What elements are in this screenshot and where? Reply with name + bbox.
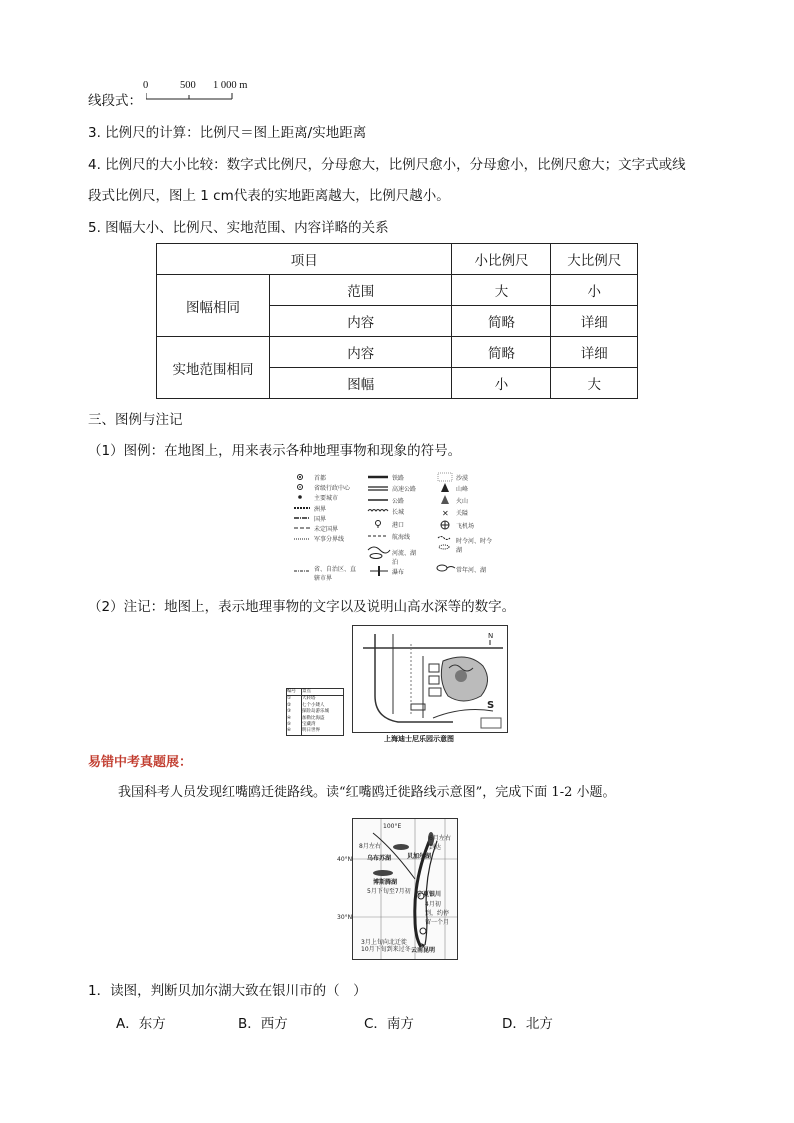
- table-cell: 范围: [270, 275, 452, 306]
- table-cell: 图幅: [270, 368, 452, 399]
- legend-label: 未定国界: [314, 526, 339, 533]
- table-cell: 内容: [270, 306, 452, 337]
- map-label-lat: 40°N: [337, 856, 353, 863]
- table-row: [157, 275, 638, 306]
- table-cell: 详细: [551, 306, 638, 337]
- table-cell: 小: [551, 275, 638, 306]
- legend-label: 港口: [392, 522, 405, 529]
- table-row: ⑤ 宝藏湾: [287, 722, 316, 728]
- legend-label: 时令河、时令湖: [456, 538, 493, 554]
- legend-label: 火山: [456, 498, 469, 505]
- table-cell: 简略: [452, 306, 551, 337]
- disney-caption: 上海迪士尼乐园示意图: [384, 735, 454, 743]
- table-cell: 小: [452, 368, 551, 399]
- legend-label: 沙漠: [456, 475, 469, 482]
- table-row: ③ 探险岛游乐城: [287, 709, 329, 715]
- map-label-lat: 30°N: [337, 914, 353, 921]
- legend-label: 主要城市: [314, 495, 339, 502]
- table-cell: 大: [551, 368, 638, 399]
- legend-label: 省、自治区、直辖市界: [314, 566, 357, 582]
- table-cell: 大: [452, 275, 551, 306]
- exam-heading: 易错中考真题展：: [88, 755, 193, 770]
- disney-map: [352, 625, 508, 733]
- scale-prefix: 线段式：: [88, 93, 142, 109]
- disney-table-cell: 宝藏湾: [302, 722, 316, 728]
- map-label: 5月下旬至7月初: [367, 888, 411, 895]
- migration-map: [337, 818, 458, 960]
- map-label: 乌布苏湖: [367, 855, 392, 862]
- legend-label: 关隘: [456, 510, 469, 517]
- legend-label: 瀑布: [392, 569, 405, 576]
- scale-bar: [143, 80, 256, 104]
- legend-label: 河流、湖泊: [392, 550, 417, 566]
- disney-table-cell: 七个小矮人: [302, 702, 325, 708]
- header-small-scale: 小比例尺: [452, 244, 551, 275]
- option-c[interactable]: C．南方: [364, 1016, 414, 1032]
- legend-label: 高速公路: [392, 486, 417, 493]
- map-label-lon: 100°E: [383, 823, 402, 830]
- svg-text:S: S: [487, 700, 495, 711]
- legend-label: 常年河、湖: [456, 567, 487, 574]
- table-row: ① 大转塔: [287, 696, 316, 702]
- header-item: 项目: [157, 244, 452, 275]
- legend-label: 首都: [314, 475, 327, 482]
- map-label: 8月左右: [359, 843, 381, 850]
- legend-label: 长城: [392, 509, 405, 516]
- disney-table-header-cell: 编号: [287, 689, 302, 695]
- legend-label: 省级行政中心: [314, 485, 351, 492]
- point-4-line1: 4. 比例尺的大小比较：数字式比例尺，分母愈大，比例尺愈小，分母愈小，比例尺愈大；文字式或线: [88, 157, 686, 173]
- legend-label: 公路: [392, 498, 405, 505]
- map-label: 6月左右到达: [429, 835, 451, 851]
- group-label: 图幅相同: [157, 275, 270, 337]
- scale-tick-500: 500: [180, 80, 196, 91]
- scale-tick-0: 0: [143, 80, 149, 91]
- group-label: 实地范围相同: [157, 337, 270, 399]
- table-cell: 详细: [551, 337, 638, 368]
- table-row: ② 七个小矮人: [287, 702, 325, 708]
- legend-label: 铁路: [392, 475, 405, 482]
- option-a[interactable]: A．东方: [116, 1016, 166, 1032]
- table-row: [157, 337, 638, 368]
- legend-label: 军事分界线: [314, 536, 345, 543]
- map-label: 10月下旬到来过冬: [361, 946, 411, 953]
- disney-table-cell: 大转塔: [302, 696, 316, 702]
- question-1-stem: 1．读图，判断贝加尔湖大致在银川市的（ ）: [88, 983, 367, 999]
- map-label: 云南昆明: [411, 947, 436, 954]
- disney-table-cell: 明日世界: [302, 728, 320, 734]
- legend-label: 航海线: [392, 534, 411, 541]
- table-header-row: [157, 244, 638, 275]
- point-4-line2: 段式比例尺，图上 1 cm代表的实地距离越大，比例尺越小。: [88, 188, 450, 204]
- table-cell: 简略: [452, 337, 551, 368]
- legend-definition: （1）图例：在地图上，用来表示各种地理事物和现象的符号。: [88, 443, 462, 459]
- option-b[interactable]: B．西方: [238, 1016, 288, 1032]
- table-row: ⑥ 明日世界: [287, 728, 320, 734]
- map-label: 4月初到，约停留一个月: [425, 901, 450, 926]
- disney-table-header-cell: 景点: [302, 689, 311, 694]
- table-row: ④ 加勒比海盗: [287, 715, 325, 721]
- disney-table-cell: 探险岛游乐城: [302, 709, 329, 715]
- disney-table-cell: 加勒比海盗: [302, 715, 325, 721]
- legend-label: 洲界: [314, 506, 327, 513]
- table-cell: 内容: [270, 337, 452, 368]
- map-label: 贝加尔湖: [407, 853, 432, 860]
- disney-legend-table: [286, 688, 344, 736]
- option-d[interactable]: D．北方: [502, 1016, 553, 1032]
- svg-text:✕: ✕: [442, 509, 449, 518]
- scale-tick-1000: 1 000 m: [213, 80, 248, 91]
- map-label: 3月上旬向北迁徙: [361, 939, 407, 946]
- exam-intro: 我国科考人员发现红嘴鸥迁徙路线。读“红嘴鸥迁徙路线示意图”，完成下面 1-2 小题。: [118, 785, 616, 800]
- legend-label: 山峰: [456, 486, 469, 493]
- legend-label: 飞机场: [456, 523, 475, 530]
- disney-map-graphic: [353, 626, 507, 732]
- header-large-scale: 大比例尺: [551, 244, 638, 275]
- section-3-heading: 三、图例与注记: [88, 412, 183, 428]
- scale-comparison-table: [156, 243, 638, 399]
- legend-label: 国界: [314, 516, 327, 523]
- point-3: 3. 比例尺的计算：比例尺＝图上距离/实地距离: [88, 125, 367, 141]
- map-label: 宁夏银川: [417, 891, 442, 898]
- legend-figure: [288, 470, 506, 582]
- annotation-definition: （2）注记：地图上，表示地理事物的文字以及说明山高水深等的数字。: [88, 599, 516, 615]
- svg-text:N: N: [488, 632, 494, 640]
- map-label: 博斯腾湖: [373, 879, 398, 886]
- point-5: 5. 图幅大小、比例尺、实地范围、内容详略的关系: [88, 220, 389, 236]
